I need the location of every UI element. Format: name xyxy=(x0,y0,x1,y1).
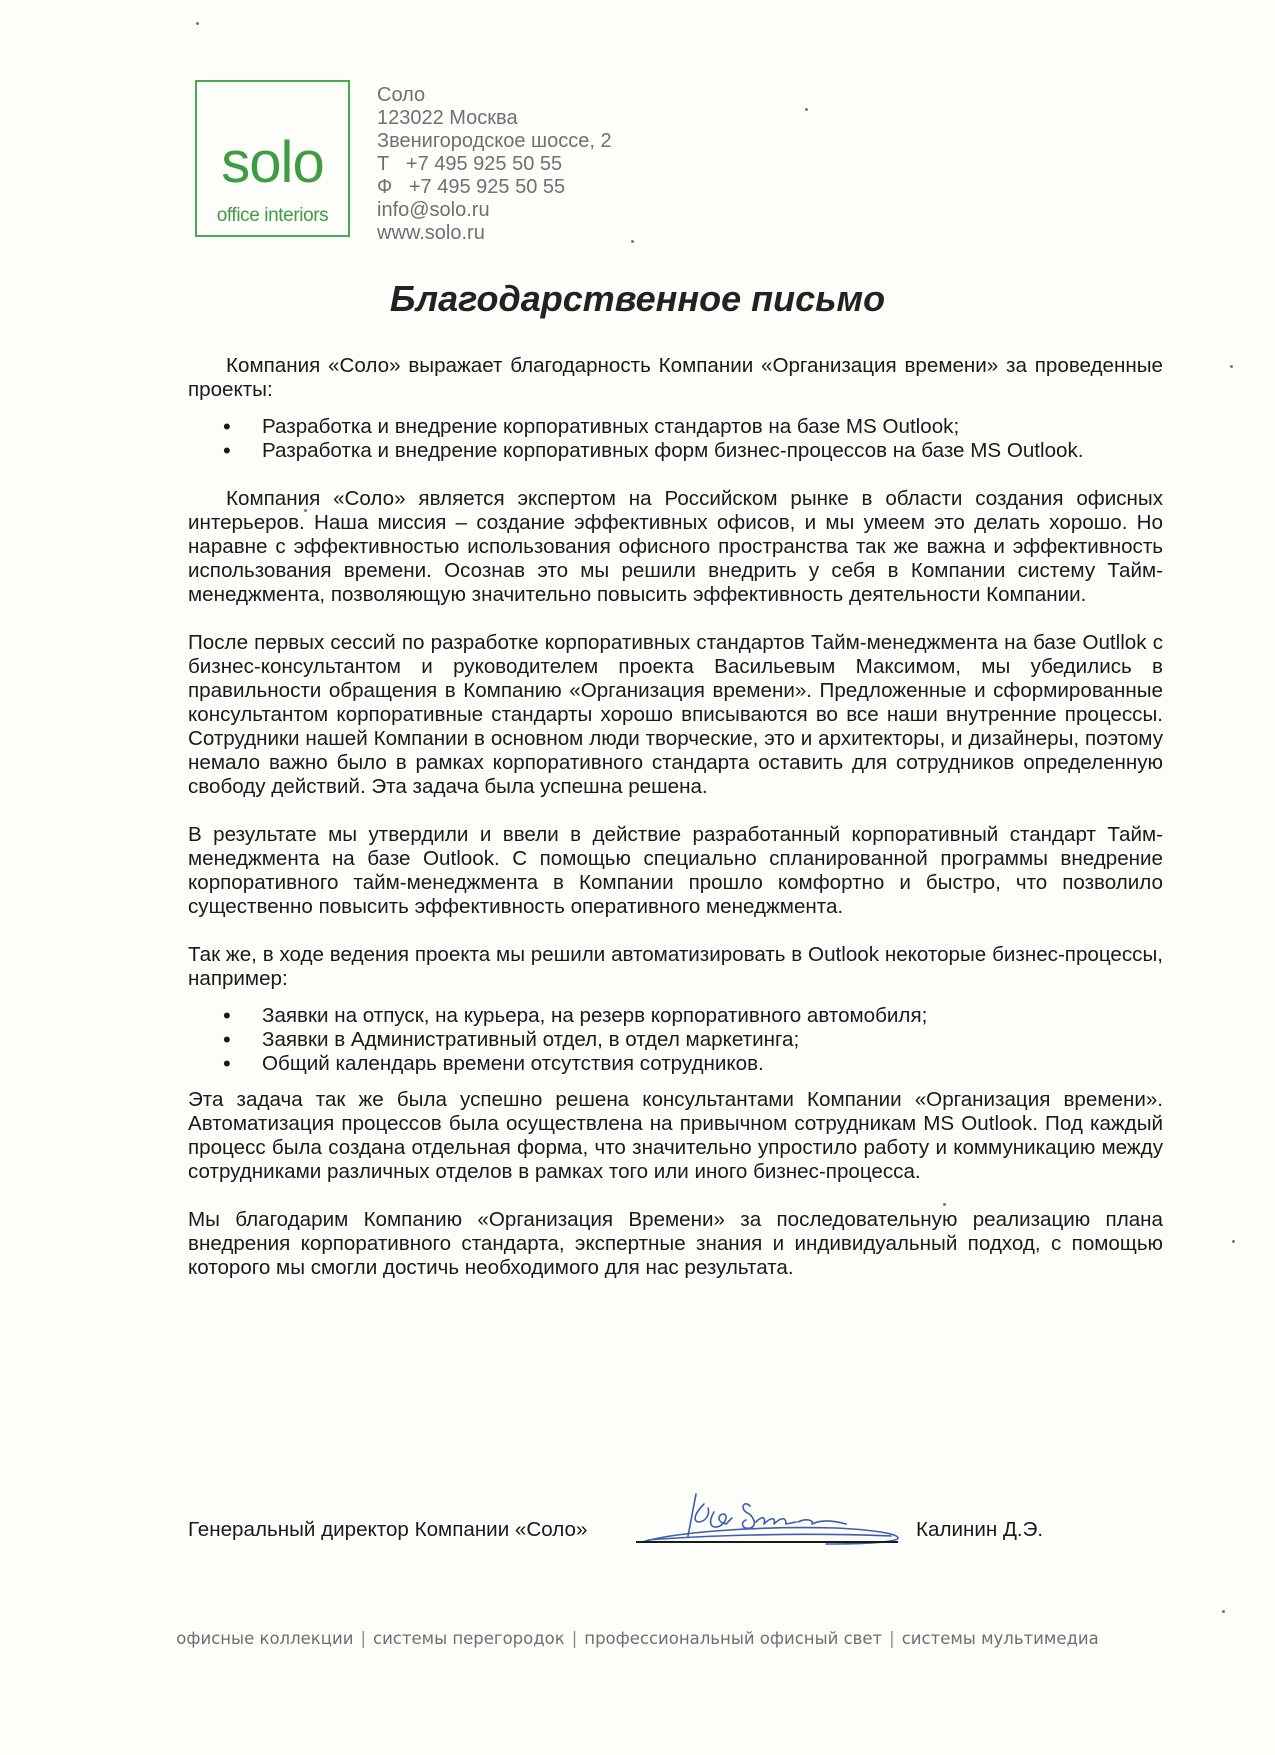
footer-item: профессиональный офисный свет xyxy=(584,1629,883,1648)
logo-tagline: office interiors xyxy=(216,205,329,226)
signature-line xyxy=(636,1541,898,1543)
letter-body xyxy=(188,354,1163,1280)
scan-speck xyxy=(1232,1240,1235,1243)
footer-separator: | xyxy=(571,1629,578,1648)
list-item: • Заявки на отпуск, на курьера, на резерв корпоративного автомобиля; xyxy=(188,1004,1163,1028)
contact-city: 123022 Москва xyxy=(377,107,518,129)
automation-intro-paragraph: Так же, в ходе ведения проекта мы решили автоматизировать в Outlook некоторые бизнес-процессы, например: xyxy=(188,943,1163,990)
about-paragraph: Компания «Соло» является экспертом на Российском рынке в области создания офисных интерьеров. Наша миссия – создание эффективных офисов, и мы умеем это делать хорошо. Но наравне с эффективностью использования офисного пространства так же важна и эффективность использования времени. Осознав это мы решили внедрить у себя в Компании систему Тайм-менеджмента, позволяющую значительно повысить эффективность деятельности Компании. xyxy=(188,487,1163,606)
result-paragraph: В результате мы утвердили и ввели в действие разработанный корпоративный стандарт Тайм-менеджмента на базе Outlook. С помощью специально спланированной программы внедрение корпоративного тайм-менеджмента в Компании прошло комфортно и быстро, что позволило существенно повысить эффективность оперативного менеджмента. xyxy=(188,823,1163,918)
footer-separator: | xyxy=(360,1629,366,1648)
contact-company: Соло xyxy=(377,84,426,106)
closing-paragraph: Мы благодарим Компанию «Организация Времени» за последовательную реализацию плана внедрения корпоративного стандарта, экспертные знания и индивидуальный подход, с помощью которого мы смогли достичь необходимого для нас результата. xyxy=(188,1208,1163,1279)
footer-separator: | xyxy=(889,1629,895,1648)
contact-fax: Ф +7 495 925 50 55 xyxy=(377,176,566,198)
logo-wordmark: solo xyxy=(221,130,324,195)
sessions-paragraph: После первых сессий по разработке корпоративных стандартов Тайм-менеджмента на базе Outllok с бизнес-консультантом и руководителем проекта Васильевым Максимом, мы убедились в правильности обращения в Компанию «Организация времени». Предложенные и сформированные консультантом корпоративные стандарты хорошо вписываются во все наши внутренние процессы. Сотрудники нашей Компании в основном люди творческие, это и архитекторы, и дизайнеры, поэтому немало важно было в рамках корпоративного стандарта оставить для сотрудников определенную свободу действий. Эта задача была успешна решена. xyxy=(188,631,1163,798)
footer-item: системы перегородок xyxy=(373,1629,565,1648)
list-item: • Заявки в Административный отдел, в отдел маркетинга; xyxy=(188,1028,1163,1052)
contact-block xyxy=(377,84,717,245)
contact-phone: Т +7 495 925 50 55 xyxy=(377,153,563,175)
contact-email: info@solo.ru xyxy=(377,199,490,221)
footer-product-lines xyxy=(0,1629,1275,1648)
footer-item: системы мультимедиа xyxy=(901,1629,1099,1648)
list-item: • Разработка и внедрение корпоративных стандартов на базе MS Outlook; xyxy=(188,415,1163,439)
scan-speck xyxy=(1230,365,1233,368)
letter-title: Благодарственное письмо xyxy=(389,278,886,319)
list-item: • Общий календарь времени отсутствия сотрудников. xyxy=(188,1052,1163,1076)
handwritten-signature xyxy=(636,1478,906,1558)
scan-speck xyxy=(805,108,808,111)
list-item: • Разработка и внедрение корпоративных форм бизнес-процессов на базе MS Outlook. xyxy=(188,439,1163,463)
signatory-name: Калинин Д.Э. xyxy=(916,1518,1044,1541)
automation-result-paragraph: Эта задача так же была успешно решена консультантами Компании «Организация времени». Автоматизация процессов была осуществлена на привычном сотрудникам MS Outlook. Под каждый процесс была создана отдельная форма, что значительно упростило работу и коммуникацию между сотрудниками различных отделов в рамках того или иного бизнес-процесса. xyxy=(188,1088,1163,1183)
scan-speck xyxy=(1222,1610,1225,1613)
scan-speck xyxy=(196,22,199,25)
company-logo xyxy=(195,80,350,237)
contact-website: www.solo.ru xyxy=(377,222,485,244)
intro-paragraph: Компания «Соло» выражает благодарность Компании «Организация времени» за проведенные проекты: xyxy=(188,354,1163,401)
contact-street: Звенигородское шоссе, 2 xyxy=(377,130,612,152)
footer-item: офисные коллекции xyxy=(176,1629,354,1648)
automation-list xyxy=(188,1004,1163,1076)
projects-list xyxy=(188,415,1163,463)
signatory-title: Генеральный директор Компании «Соло» xyxy=(188,1518,588,1541)
